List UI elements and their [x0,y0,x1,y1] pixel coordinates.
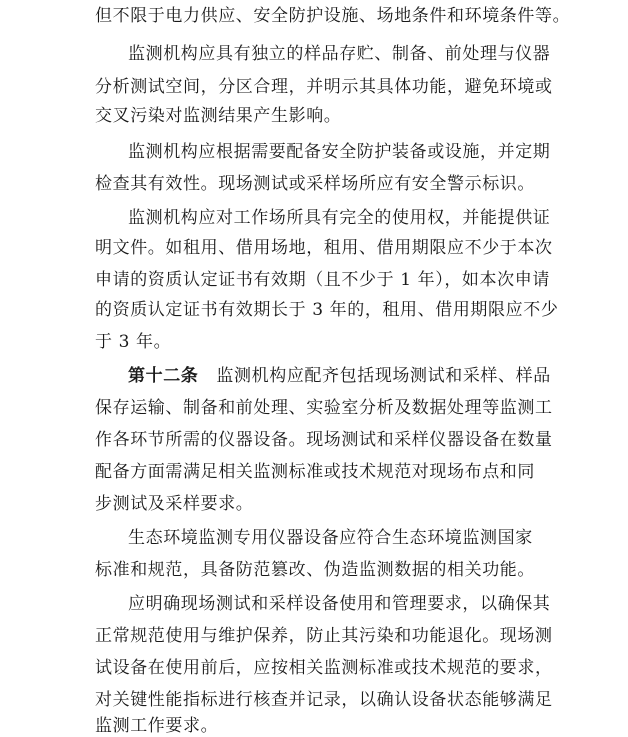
paragraph-3-line-2: 检查其有效性。现场测试或采样场所应有安全警示标识。 [95,174,535,194]
paragraph-7-line-4: 对关键性能指标进行核查并记录，以确认设备状态能够满足 [95,690,553,710]
paragraph-7-line-5: 监测工作要求。 [95,716,219,736]
paragraph-6-line-1: 生态环境监测专用仪器设备应符合生态环境监测国家 [128,528,533,548]
paragraph-4-line-1: 监测机构应对工作场所具有完全的使用权，并能提供证 [128,208,551,228]
paragraph-5-line-3: 作各环节所需的仪器设备。现场测试和采样仪器设备在数量 [95,430,553,450]
paragraph-5-line-1 [128,366,551,386]
paragraph-2-line-2: 分析测试空间，分区合理，并明示其具体功能，避免环境或 [95,77,553,97]
paragraph-5-line-4: 配备方面需满足相关监测标准或技术规范对现场布点和同 [95,462,535,482]
paragraph-7-line-1: 应明确现场测试和采样设备使用和管理要求，以确保其 [128,594,551,614]
paragraph-3-line-1: 监测机构应根据需要配备安全防护装备或设施，并定期 [128,142,551,162]
paragraph-5-line-1-text: 监测机构应配齐包括现场测试和采样、样品 [216,366,551,386]
paragraph-5-line-5: 步测试及采样要求。 [95,494,254,514]
paragraph-5-line-2: 保存运输、制备和前处理、实验室分析及数据处理等监测工 [95,398,553,418]
paragraph-1-line-1: 但不限于电力供应、安全防护设施、场地条件和环境条件等。 [95,6,571,26]
paragraph-7-line-3: 试设备在使用前后，应按相关监测标准或技术规范的要求， [95,658,553,678]
article-heading: 第十二条 [128,366,199,386]
paragraph-2-line-3: 交叉污染对监测结果产生影响。 [95,106,342,126]
paragraph-7-line-2: 正常规范使用与维护保养，防止其污染和功能退化。现场测 [95,626,553,646]
paragraph-2-line-1: 监测机构应具有独立的样品存贮、制备、前处理与仪器 [128,44,551,64]
paragraph-4-line-2: 明文件。如租用、借用场地，租用、借用期限应不少于本次 [95,238,553,258]
paragraph-6-line-2: 标准和规范，具备防范篡改、伪造监测数据的相关功能。 [95,560,535,580]
paragraph-4-line-3: 申请的资质认定证书有效期（且不少于 1 年），如本次申请 [95,270,550,290]
paragraph-4-line-5: 于 3 年。 [95,332,172,352]
paragraph-4-line-4: 的资质认定证书有效期长于 3 年的，租用、借用期限应不少 [95,300,559,320]
